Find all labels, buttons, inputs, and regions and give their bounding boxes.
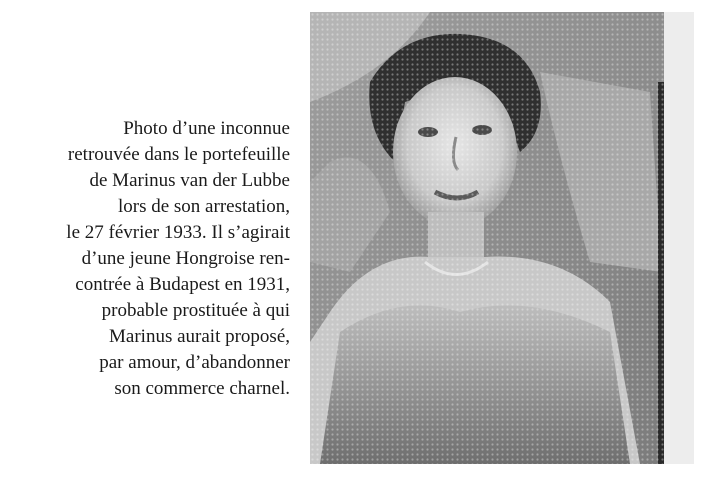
caption-line: par amour, d’abandonner	[99, 352, 290, 373]
caption-line: Marinus aurait proposé,	[109, 326, 290, 347]
portrait-photo-image	[310, 12, 694, 464]
photo-caption	[30, 116, 290, 402]
caption-line: de Marinus van der Lubbe	[89, 170, 290, 191]
caption-line: retrouvée dans le portefeuille	[67, 144, 290, 165]
caption-line: le 27 février 1933. Il s’agirait	[66, 222, 290, 243]
caption-line: contrée à Budapest en 1931,	[75, 274, 290, 295]
caption-line: d’une jeune Hongroise ren-	[81, 248, 290, 269]
caption-line: probable prostituée à qui	[101, 300, 290, 321]
caption-line: Photo d’une inconnue	[123, 118, 290, 139]
portrait-photo	[310, 12, 694, 464]
caption-line: lors de son arrestation,	[117, 196, 290, 217]
caption-line: son commerce charnel.	[114, 378, 290, 399]
